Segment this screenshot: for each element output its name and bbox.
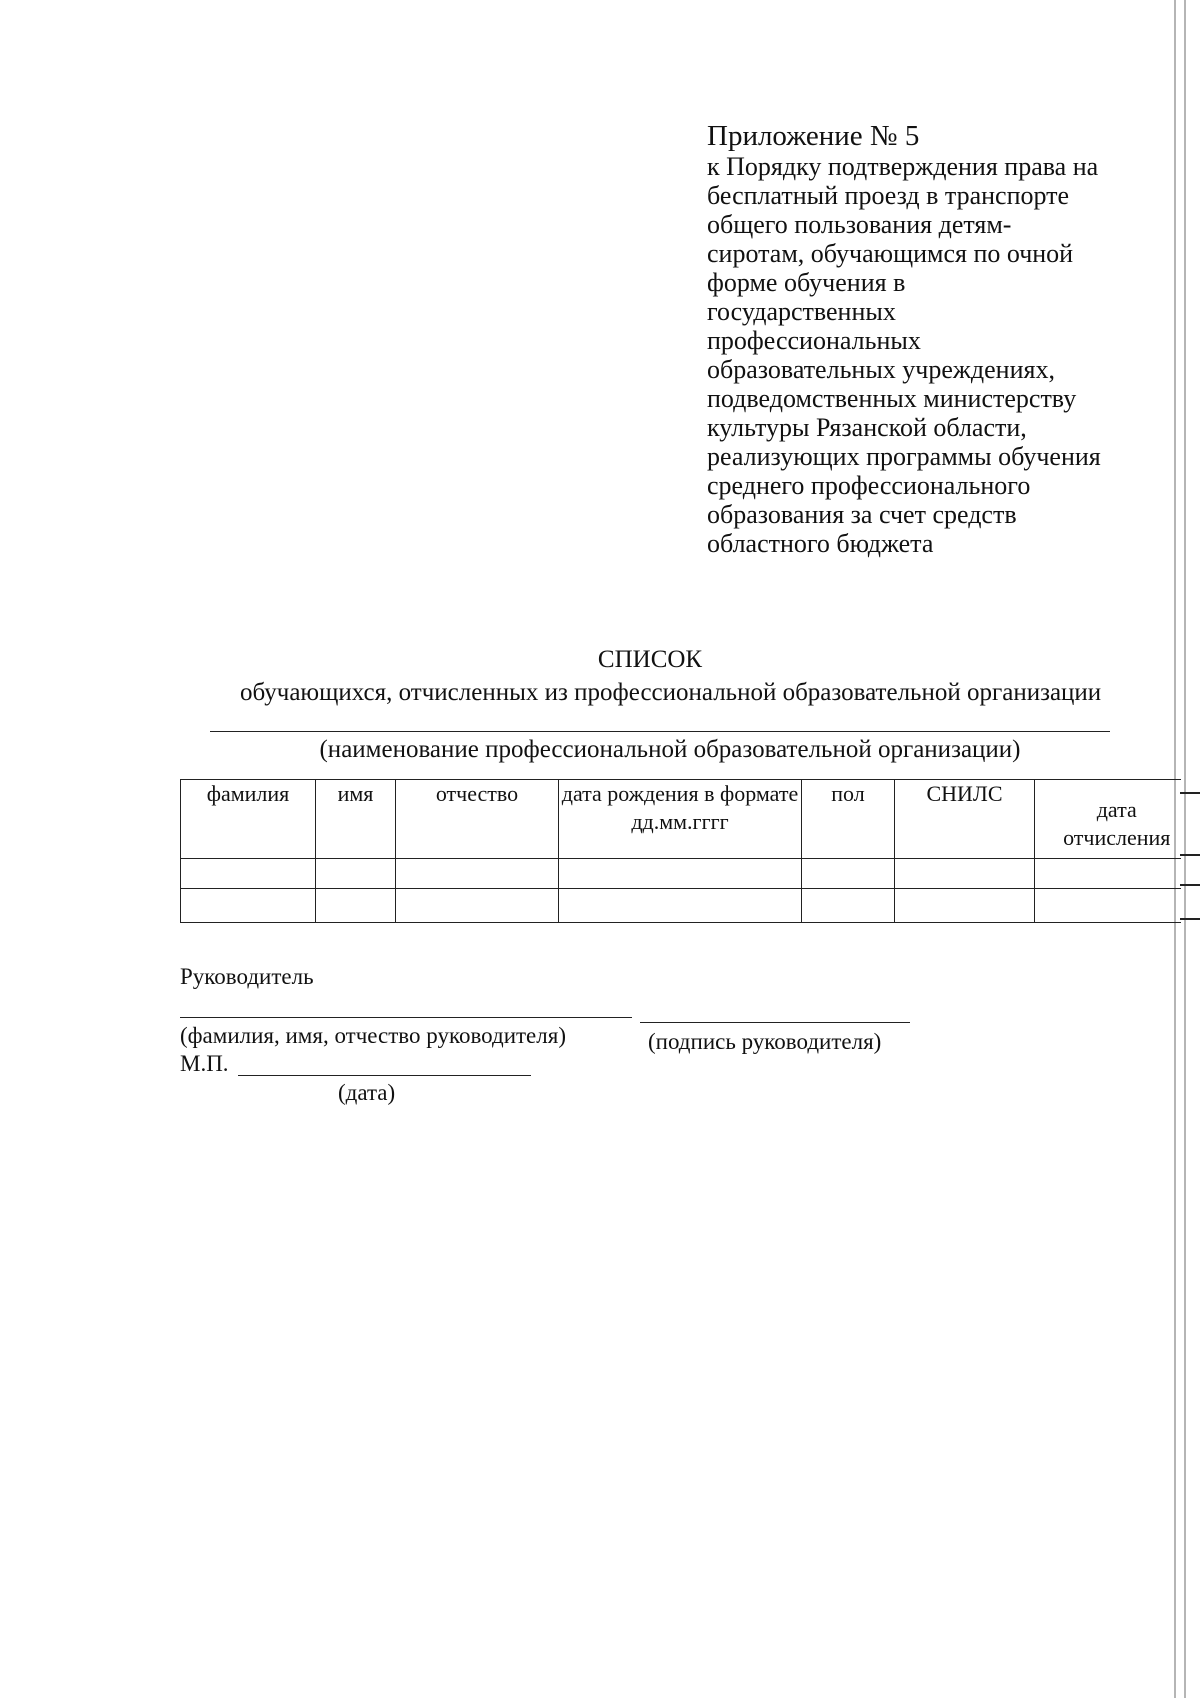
header-cell-patronymic: отчество [396,780,559,859]
appendix-title: Приложение № 5 [707,120,920,152]
date-line [238,1075,531,1076]
table-cell [396,859,559,889]
table-cell [895,859,1035,889]
appendix-line: сиротам, обучающимся по очной [707,239,1074,268]
appendix-line: бесплатный проезд в транспорте [707,181,1070,210]
header-cell-expulsion-date: дата отчисления [1035,780,1181,859]
header-cell-snils: СНИЛС [895,780,1035,859]
header-cell-name: имя [316,780,396,859]
signature-line [640,1022,910,1023]
appendix-line: подведомственных министерству [707,384,1077,413]
appendix-line: образования за счет средств [707,500,1017,529]
table-row [181,859,1181,889]
appendix-line: к Порядку подтверждения права на [707,152,1099,181]
table-header-row [181,780,1181,859]
appendix-line: общего пользования детям- [707,210,1012,239]
table-cell [559,889,802,923]
table-line-extension [1180,884,1200,886]
stamp-label: М.П. [180,1051,229,1076]
table-line-extension [1180,854,1200,856]
table-cell [802,859,895,889]
table-row [181,889,1181,923]
table-cell [316,889,396,923]
header-cell-birthdate: дата рождения в формате дд.мм.гггг [559,780,802,859]
table-cell [559,859,802,889]
table-cell [396,889,559,923]
appendix-line: среднего профессионального [707,471,1031,500]
appendix-line: государственных [707,297,896,326]
appendix-line: профессиональных [707,326,921,355]
org-name-caption: (наименование профессиональной образовательной организации) [319,736,1021,763]
table-cell [802,889,895,923]
table-cell [1035,859,1181,889]
org-name-line [210,731,1110,732]
appendix-line: областного бюджета [707,529,934,558]
appendix-line: культуры Рязанской области, [707,413,1027,442]
head-label: Руководитель [180,964,314,989]
header-cell-surname: фамилия [181,780,316,859]
table-cell [181,859,316,889]
appendix-block [707,120,1152,558]
students-table [180,779,1181,923]
header-cell-sex: пол [802,780,895,859]
appendix-line: образовательных учреждениях, [707,355,1055,384]
date-caption: (дата) [338,1080,396,1105]
table-line-extension [1180,792,1200,794]
name-signature-line [180,1017,632,1018]
appendix-line: форме обучения в [707,268,906,297]
signature-caption: (подпись руководителя) [648,1029,882,1054]
appendix-line: реализующих программы обучения [707,442,1101,471]
table-cell [1035,889,1181,923]
table-line-extension [1180,918,1200,920]
name-caption: (фамилия, имя, отчество руководителя) [180,1023,566,1048]
list-subtitle: обучающихся, отчисленных из профессиональной образовательной организации [240,679,1102,706]
table-cell [316,859,396,889]
scan-edge-line [1184,0,1186,1698]
list-title: СПИСОК [597,646,703,673]
table-cell [895,889,1035,923]
table-cell [181,889,316,923]
